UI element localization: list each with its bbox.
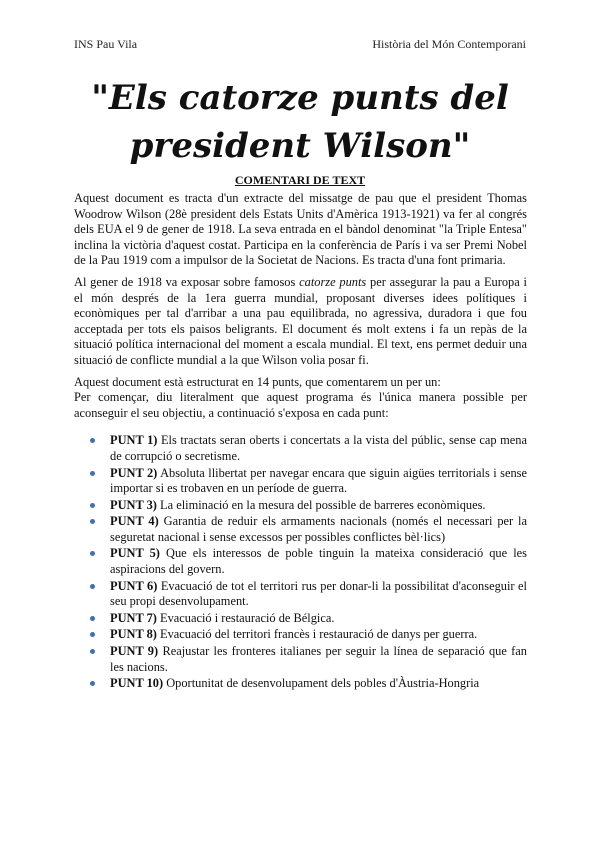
paragraph-lead-in: Per començar, diu literalment que aquest programa és l'única manera possible per aconseguir el seu objectiu, a continuació s'exposa en cada punt:: [74, 390, 527, 420]
list-item: [110, 676, 527, 692]
bullet-icon: [90, 471, 95, 476]
list-item: [110, 546, 527, 577]
point-text: Garantia de reduir els armaments nacionals (només el necessari per la seguretat nacional i sense excessos per possibles conflictes bèl·lics): [110, 514, 527, 544]
bullet-icon: [90, 584, 95, 589]
point-label: PUNT 5): [110, 546, 160, 561]
header-school: INS Pau Vila: [74, 37, 138, 51]
paragraph-context: [74, 275, 527, 369]
document-title: "Els catorze punts del president Wilson": [91, 78, 509, 166]
point-text: Que els interessos de poble tinguin la mateixa consideració que les aspiracions del govern.: [110, 546, 527, 577]
point-label: PUNT 1): [110, 433, 158, 448]
emphasis-catorze-punts: catorze punts: [299, 274, 367, 289]
bullet-icon: [90, 503, 95, 508]
point-label: PUNT 4): [110, 514, 159, 529]
bullet-icon: [90, 438, 95, 443]
bullet-icon: [90, 632, 95, 637]
paragraph-intro: Aquest document es tracta d'un extracte del missatge de pau que el president Thomas Woodrow Wilson (28è president dels Estats Units d'Amèrica 1913-1921) va fer al congrés dels EUA el 9 de gener de 1918. La seva entrada en el bàndol denominat "la Triple Entesa" inclina la victòria d'aquest costat. Participa en la conferència de París i va ser Premi Nobel de la Pau 1919 com a impulsor de la Societat de Nacions. Es tracta d'una font primaria.: [74, 191, 527, 268]
list-item: [110, 627, 527, 643]
point-text: Evacuació de tot el territori rus per donar-li la possibilitat d'aconseguir el seu propi desenvolupament.: [110, 578, 527, 609]
list-item: [110, 433, 527, 464]
point-text: Absoluta llibertat per navegar encara que siguin aigües territorials i sense importar si es trobaven en un període de guerra.: [110, 465, 527, 496]
point-text: Evacuació i restauració de Bélgica.: [156, 610, 335, 625]
bullet-icon: [90, 519, 95, 524]
point-text: Reajustar les fronteres italianes per seguir la línea de separació que fan les nacions.: [110, 644, 527, 674]
point-text: Els tractats seran oberts i concertats a la vista del públic, sense cap mena de corrupció o secretisme.: [110, 433, 527, 463]
bullet-icon: [90, 649, 95, 654]
bullet-icon: [90, 681, 95, 686]
point-text: Oportunitat de desenvolupament dels pobles d'Àustria-Hongria: [163, 676, 480, 691]
document-body: [74, 191, 527, 693]
list-item: [110, 611, 527, 627]
bullet-icon: [90, 616, 95, 621]
paragraph-context-end: per assegurar la pau a Europa i el món després de la 1era guerra mundial, proposant diverses idees polítiques i econòmiques per tal d'arribar a una pau equilibrada, no agressiva, duradora i que fou acceptada per tots els paisos beligrants. El document és molt extens i fa un repàs de la situació política internacional del moment a escala mundial. El text, ens permet deduir una situació de conflicte mundial a la que Wilson volia posar fi.: [74, 274, 527, 367]
list-item: [110, 498, 527, 514]
list-item: [110, 514, 527, 545]
bullet-icon: [90, 551, 95, 556]
point-label: PUNT 2): [110, 465, 158, 480]
point-label: PUNT 7): [110, 610, 157, 625]
points-list: [74, 433, 527, 692]
list-item: [110, 644, 527, 675]
list-item: [110, 466, 527, 497]
paragraph-context-start: Al gener de 1918 va exposar sobre famosos: [74, 274, 300, 289]
point-label: PUNT 10): [110, 676, 164, 691]
point-text: La eliminació en la mesura del possible de barreres econòmiques.: [156, 497, 486, 512]
header-course: Història del Món Contemporani: [372, 37, 526, 51]
point-text: Evacuació del territori francès i restauració de danys per guerra.: [156, 627, 478, 642]
document-subtitle: COMENTARI DE TEXT: [234, 173, 366, 187]
page-header: [74, 37, 526, 52]
point-label: PUNT 6): [110, 578, 158, 593]
paragraph-structure: Aquest document està estructurat en 14 punts, que comentarem un per un:: [74, 374, 441, 389]
point-label: PUNT 3): [110, 497, 157, 512]
list-item: [110, 579, 527, 610]
point-label: PUNT 8): [110, 627, 157, 642]
point-label: PUNT 9): [110, 644, 159, 659]
